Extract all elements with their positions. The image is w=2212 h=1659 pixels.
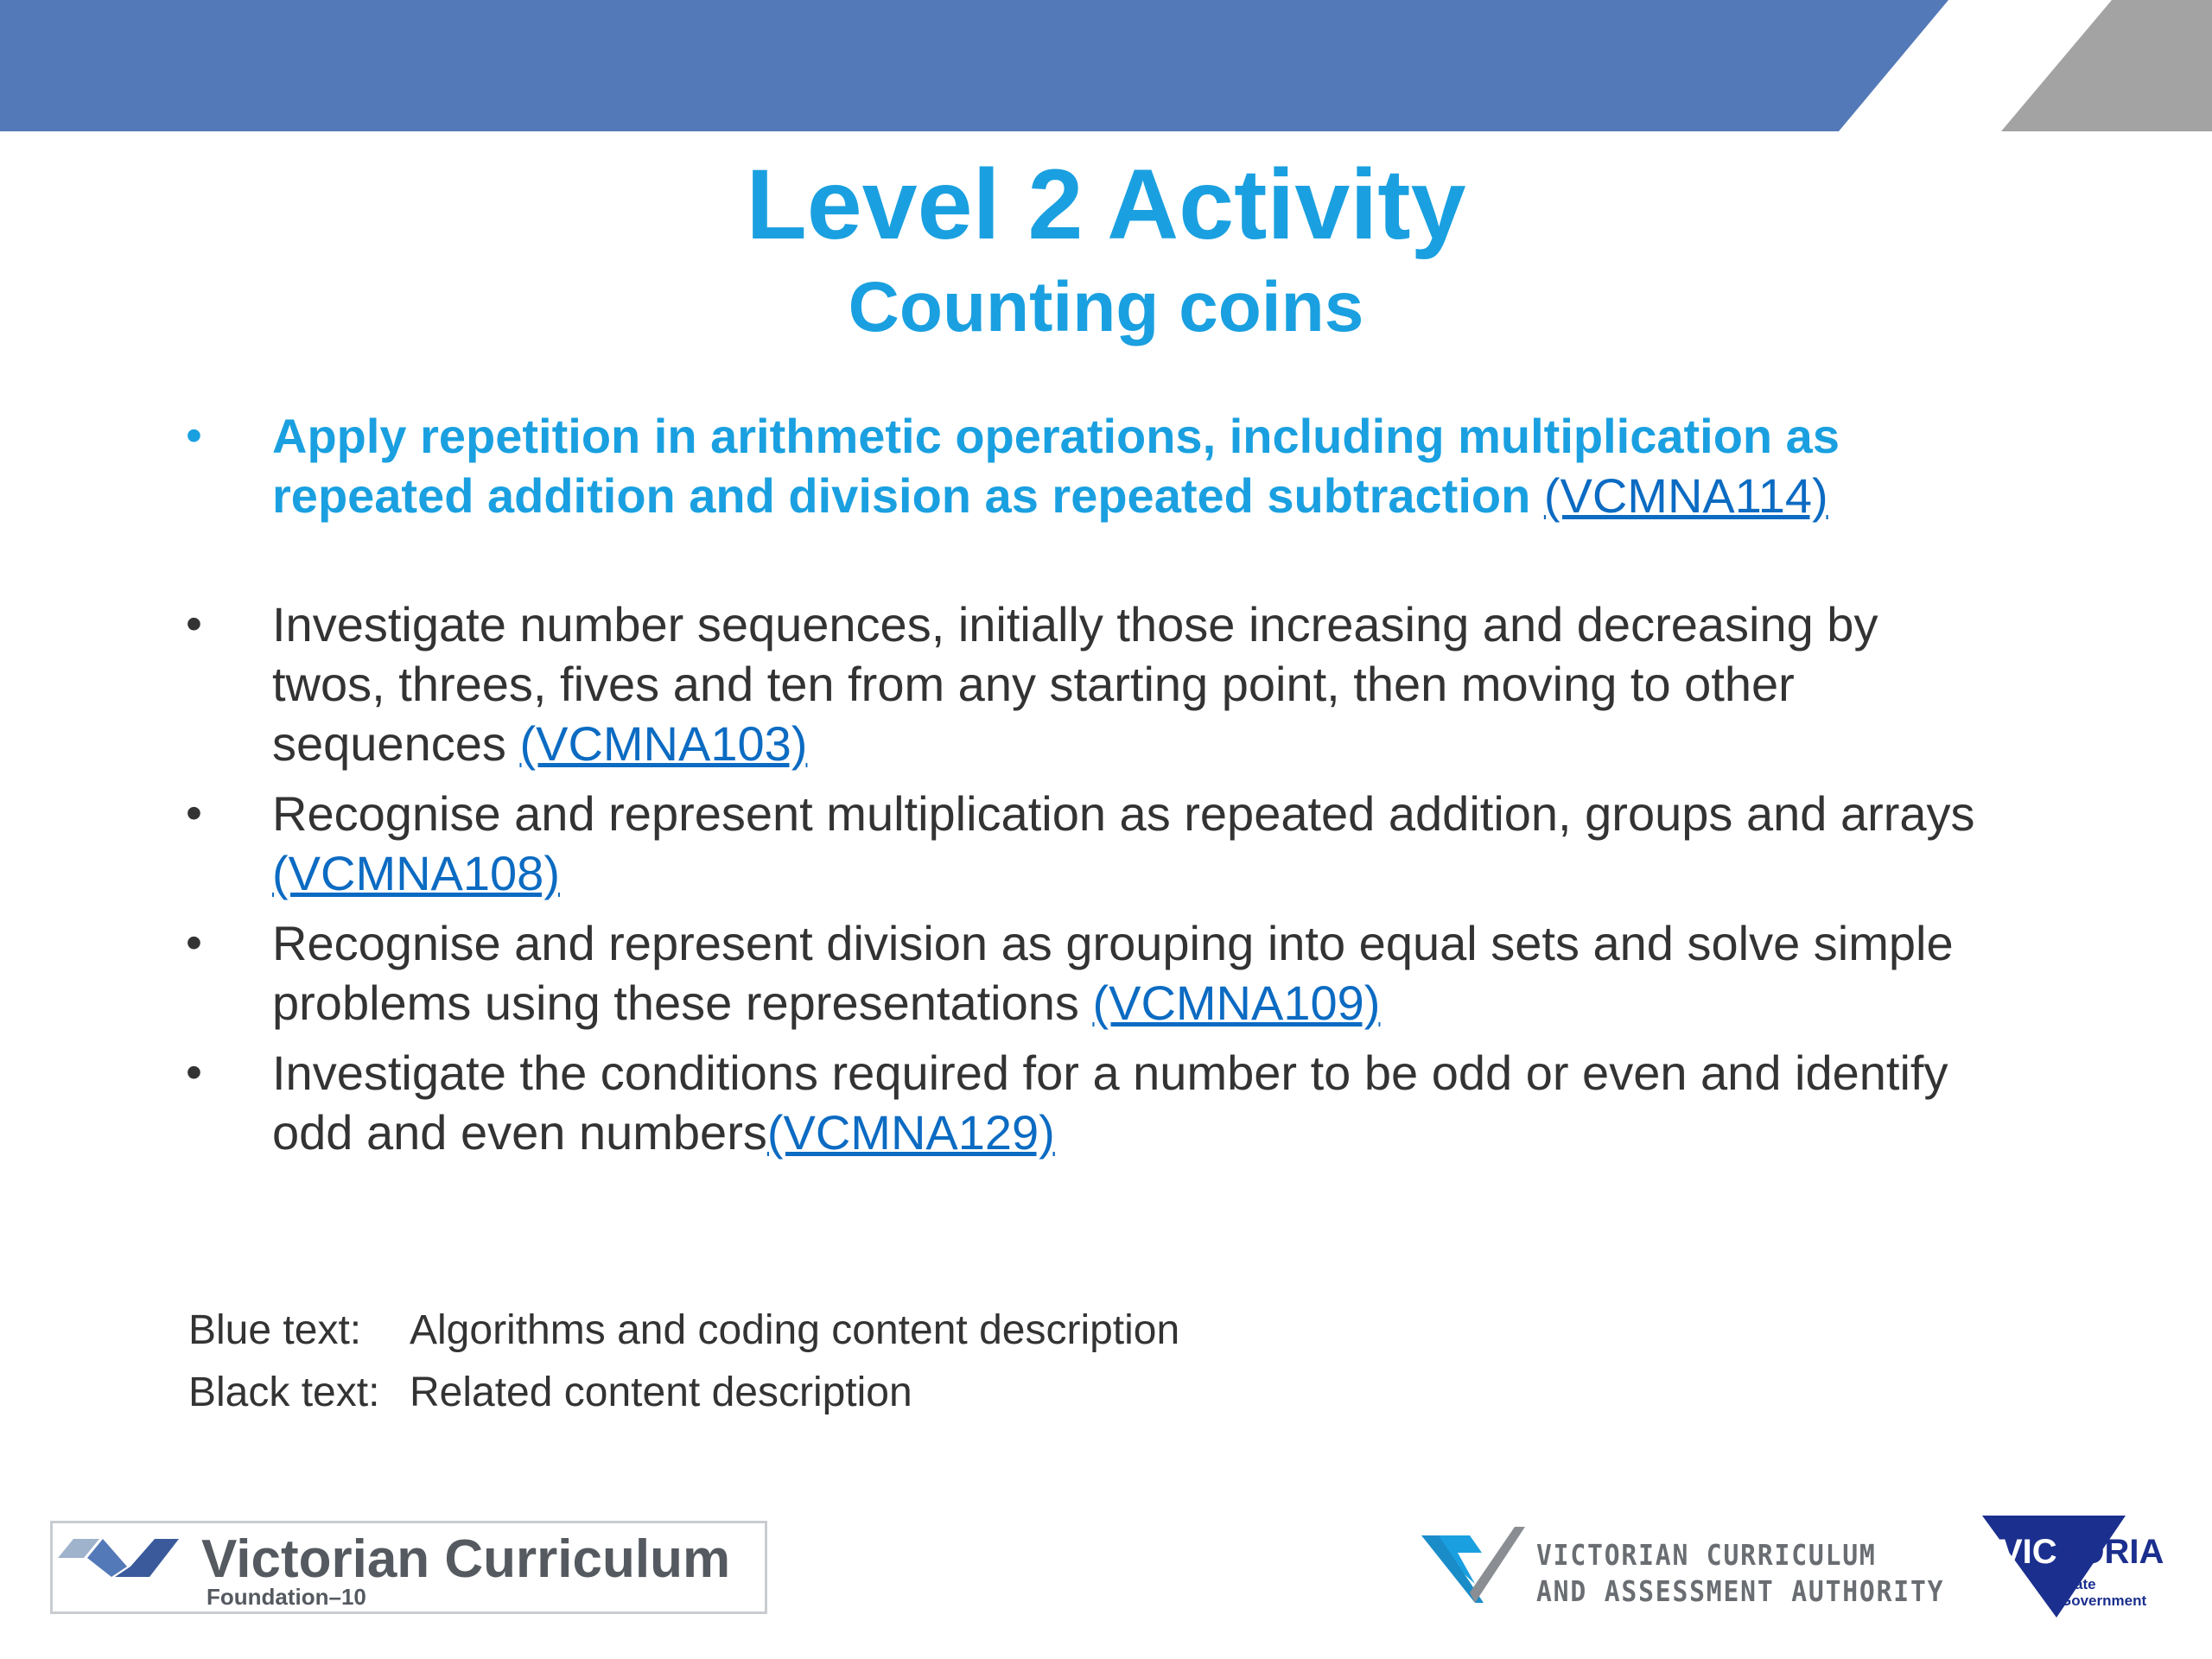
algorithm-content-description: [272, 406, 2000, 525]
slide-title: Level 2 Activity: [746, 149, 1466, 260]
victorian-curriculum-mark-icon: [58, 1532, 196, 1584]
related-content-description: [272, 784, 2000, 903]
victoria-government-text: [2060, 1576, 2164, 1609]
victoria-word-start: VIC: [1999, 1533, 2057, 1571]
legend-description: Algorithms and coding content description: [410, 1307, 1180, 1353]
victoria-sub-1: State: [2060, 1576, 2096, 1592]
bullet-text: Investigate the conditions required for a number to be odd or even and identify odd and even numbers: [272, 1046, 1948, 1160]
vc-logo-sub: Foundation–10: [207, 1584, 366, 1610]
vcmna129-link[interactable]: (VCMNA129): [766, 1105, 1055, 1160]
bullet-marker: •: [186, 917, 202, 969]
bullet-marker: •: [186, 1046, 202, 1098]
victoria-wordmark: [1999, 1531, 2164, 1573]
bullet-marker: •: [186, 598, 202, 650]
vcaa-line-1: VICTORIAN CURRICULUM: [1536, 1538, 1877, 1572]
list-item: [186, 406, 2000, 525]
slide-subtitle: Counting coins: [848, 268, 1364, 346]
header-band: [0, 0, 2212, 131]
bullet-marker: •: [186, 410, 202, 461]
victoria-state-government-logo: [1979, 1512, 2186, 1619]
vcmna108-link[interactable]: (VCMNA108): [272, 846, 560, 900]
victorian-curriculum-logo: [50, 1521, 767, 1614]
victoria-word-end: TORIA: [2056, 1533, 2164, 1571]
legend-label: Black text:: [188, 1370, 380, 1415]
bullet-text: Investigate number sequences, initially those increasing and decreasing by twos, threes, fives and ten from any starting point, then moving to other sequences: [272, 597, 1878, 771]
list-item: [186, 594, 2000, 773]
legend-black-text: [188, 1369, 912, 1417]
vcaa-logo: [1421, 1516, 1945, 1611]
bullet-text: Recognise and represent division as grouping into equal sets and solve simple problems using these representations: [272, 916, 1954, 1030]
related-content-description: [272, 1043, 2000, 1162]
vcmna114-link[interactable]: (VCMNA114): [1543, 468, 1828, 523]
bullet-marker: •: [186, 787, 202, 839]
legend-description: Related content description: [410, 1370, 912, 1415]
related-content-description: [272, 913, 2000, 1033]
bullet-text: Apply repetition in arithmetic operations, including multiplication as repeated addition and division as repeated subtraction: [272, 409, 1840, 523]
vcaa-line-2: AND ASSESSMENT AUTHORITY: [1536, 1574, 1945, 1608]
legend-blue-text: [188, 1306, 1179, 1355]
vcmna109-link[interactable]: (VCMNA109): [1092, 976, 1381, 1030]
bullet-text: Recognise and represent multiplication as repeated addition, groups and arrays: [272, 786, 1975, 841]
vcaa-check-mark-icon: [1421, 1516, 1529, 1611]
vcmna103-link[interactable]: (VCMNA103): [519, 716, 808, 771]
related-content-description: [272, 594, 2000, 773]
victoria-sub-2: Government: [2060, 1592, 2147, 1609]
legend-label: Blue text:: [188, 1307, 362, 1353]
list-item: [186, 1043, 2000, 1162]
list-item: [186, 913, 2000, 1033]
vc-logo-name: Victorian Curriculum: [201, 1529, 731, 1589]
list-item: [186, 784, 2000, 903]
vcaa-logo-text: [1536, 1537, 1944, 1610]
